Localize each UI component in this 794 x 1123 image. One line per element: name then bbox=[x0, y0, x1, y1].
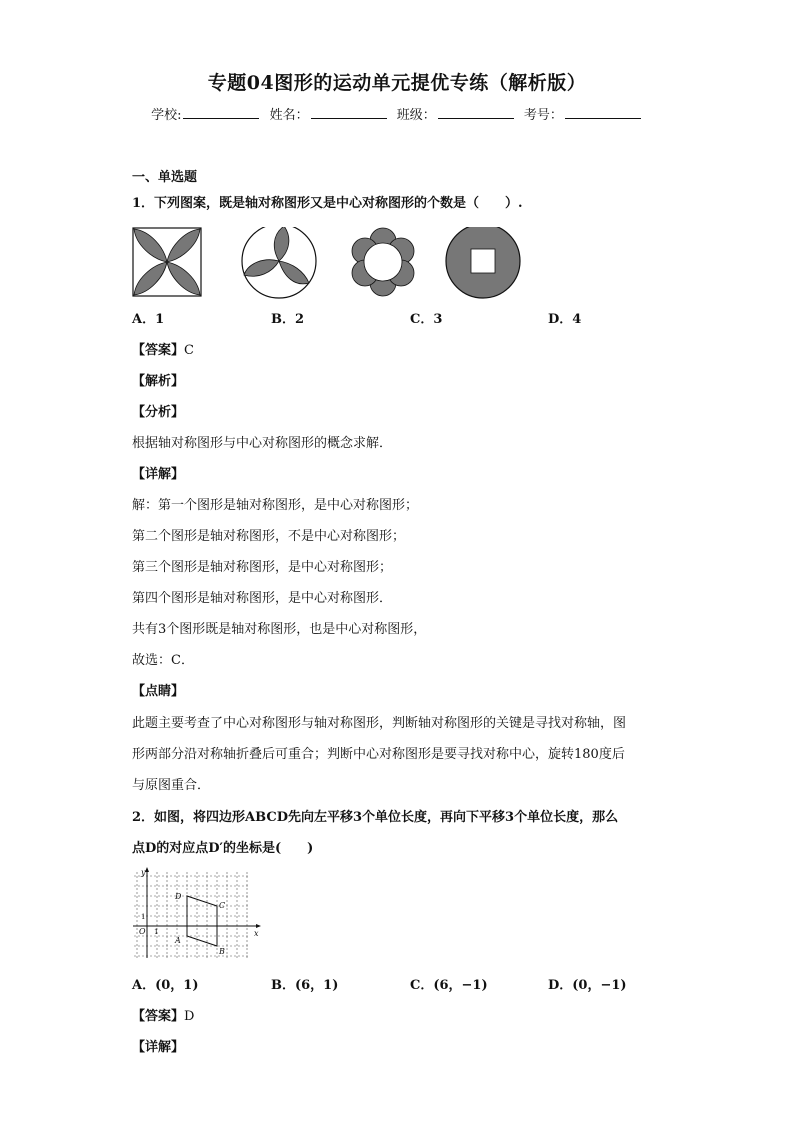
q1-comment-line: 与原图重合． bbox=[132, 778, 211, 793]
point-a-label: A bbox=[175, 936, 181, 945]
q1-analysis-label: 【解析】 bbox=[132, 374, 185, 389]
q2-stem-line: 2．如图，将四边形ABCD先向左平移3个单位长度，再向下平移3个单位长度，那么 bbox=[132, 810, 619, 825]
x-unit-label: 1 bbox=[154, 928, 159, 936]
exam-number-blank bbox=[565, 106, 641, 119]
page-title: 专题04图形的运动单元提优专练（解析版） bbox=[207, 72, 587, 94]
y-axis-label: y bbox=[141, 868, 146, 877]
student-info-fields bbox=[0, 104, 794, 123]
q2-option-b: B．(6，1) bbox=[271, 978, 339, 993]
q1-fenxi-text: 根据轴对称图形与中心对称图形的概念求解． bbox=[132, 436, 393, 451]
q2-detail-label: 【详解】 bbox=[132, 1040, 185, 1055]
q1-figures bbox=[132, 227, 536, 299]
name-label: 姓名： bbox=[269, 108, 309, 123]
q1-detail-label: 【详解】 bbox=[132, 467, 185, 482]
exam-number-label: 考号： bbox=[523, 108, 563, 123]
q1-detail-line: 第四个图形是轴对称图形，是中心对称图形． bbox=[132, 591, 393, 606]
answer-label: 【答案】 bbox=[132, 1009, 185, 1024]
q1-detail-line: 故选：C． bbox=[132, 653, 194, 668]
point-c-label: C bbox=[219, 901, 226, 910]
x-axis-arrow bbox=[256, 924, 261, 928]
figure-coin bbox=[446, 227, 520, 298]
point-d-label: D bbox=[175, 892, 182, 901]
school-blank bbox=[183, 106, 259, 119]
class-label: 班级： bbox=[396, 108, 436, 123]
answer-label: 【答案】 bbox=[132, 343, 185, 358]
q1-detail-line: 共有3个图形既是轴对称图形，也是中心对称图形， bbox=[132, 622, 427, 637]
y-axis-arrow bbox=[145, 867, 149, 872]
x-axis-label: x bbox=[254, 929, 259, 938]
school-label: 学校: bbox=[151, 108, 182, 123]
q2-option-d: D．(0，−1) bbox=[548, 978, 627, 993]
q1-comment-line: 此题主要考查了中心对称图形与轴对称图形，判断轴对称图形的关键是寻找对称轴，图 bbox=[132, 716, 627, 731]
q1-fenxi-label: 【分析】 bbox=[132, 405, 185, 420]
q2-coordinate-grid bbox=[130, 866, 264, 960]
q1-detail-line: 解：第一个图形是轴对称图形，是中心对称图形； bbox=[132, 498, 419, 513]
q1-detail-line: 第二个图形是轴对称图形，不是中心对称图形； bbox=[132, 529, 406, 544]
q1-option-d: D．4 bbox=[548, 312, 582, 327]
answer-value: C bbox=[184, 343, 194, 358]
answer-value: D bbox=[184, 1009, 195, 1024]
section-heading: 一、单选题 bbox=[132, 170, 198, 185]
name-blank bbox=[311, 106, 387, 119]
y-unit-label: 1 bbox=[141, 913, 146, 921]
quadrilateral-abcd bbox=[187, 896, 217, 946]
figure-flower bbox=[352, 228, 414, 296]
q2-stem-line: 点D的对应点D′的坐标是( ) bbox=[132, 841, 314, 856]
q1-stem: 1．下列图案，既是轴对称图形又是中心对称图形的个数是（ ）. bbox=[132, 196, 523, 211]
origin-label: O bbox=[139, 927, 146, 936]
q1-answer bbox=[132, 339, 194, 358]
q1-option-b: B．2 bbox=[271, 312, 305, 327]
q2-answer bbox=[132, 1005, 194, 1024]
class-blank bbox=[438, 106, 514, 119]
point-b-label: B bbox=[219, 947, 225, 956]
q1-option-c: C．3 bbox=[410, 312, 443, 327]
figure-square-petals bbox=[133, 228, 201, 296]
grid-lines bbox=[134, 872, 250, 958]
q1-detail-line: 第三个图形是轴对称图形，是中心对称图形； bbox=[132, 560, 393, 575]
q2-option-c: C．(6，−1) bbox=[410, 978, 488, 993]
q1-comment-label: 【点睛】 bbox=[132, 684, 185, 699]
q1-option-a: A．1 bbox=[132, 312, 165, 327]
q1-comment-line: 形两部分沿对称轴折叠后可重合；判断中心对称图形是要寻找对称中心，旋转180度后 bbox=[132, 747, 625, 762]
q2-option-a: A．(0，1) bbox=[132, 978, 199, 993]
figure-circle-blades bbox=[242, 227, 316, 298]
